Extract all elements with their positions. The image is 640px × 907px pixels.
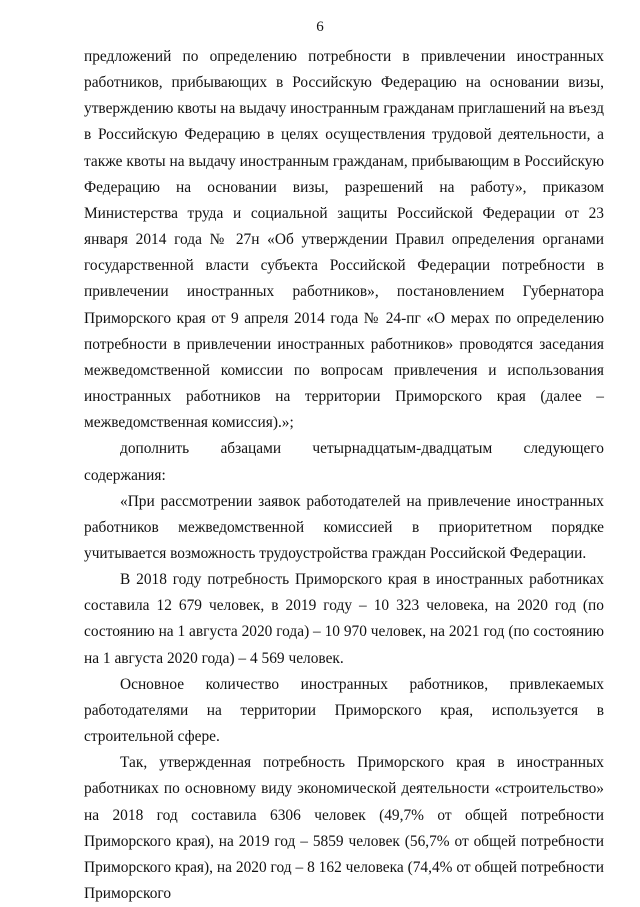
paragraph-construction-sector: Основное количество иностранных работников, привлекаемых работодателями на территории Приморского края, используется в строительной сфере. xyxy=(84,675,604,746)
paragraph-continued-order-text: предложений по определению потребности в привлечении иностранных работников, прибывающих в Российскую Федерацию на основании визы, утверждению квоты на выдачу иностранным гражданам приглашений на въезд в Российскую Федерацию в целях осуществления трудовой деятельности, а также квоты на выдачу иностранным гражданам, прибывающим в Российскую Федерацию на основании визы, разрешений на работу», приказом Министерства труда и социальной защиты Российской Федерации от 23 января 2014 года № 27н «Об утверждении Правил определения органами государственной власти субъекта Российской Федерации потребности в привлечении иностранных работников», постановлением Губернатора Приморского края от 9 апреля 2014 года № 24-пг «О мерах по определению потребности в привлечении иностранных работников» проводятся заседания межведомственной комиссии по вопросам привлечения и использования иностранных работников на территории Приморского края (далее – межведомственная комиссия).»; xyxy=(84,48,605,432)
paragraph-demand-statistics: В 2018 году потребность Приморского края в иностранных работниках составила 12 679 человек, в 2019 году – 10 323 человека, на 2020 год (по состоянию на 1 августа 2020 года) – 10 970 человек, на 2021 год (по состоянию на 1 августа 2020 года) – 4 569 человек. xyxy=(84,571,604,667)
page-number: 6 xyxy=(316,19,324,35)
paragraph-priority-employment: «При рассмотрении заявок работодателей на привлечение иностранных работников межведомственной комиссией в приоритетном порядке учитывается возможность трудоустройства граждан Российской Федерации. xyxy=(84,492,604,562)
document-body xyxy=(84,44,604,907)
paragraph-amendment-instruction: дополнить абзацами четырнадцатым-двадцатым следующего содержания: xyxy=(84,440,604,484)
paragraph-approved-demand: Так, утвержденная потребность Приморского края в иностранных работниках по основному виду экономической деятельности «строительство» на 2018 год составила 6306 человек (49,7% от общей потребности Приморского края), на 2019 год – 5859 человек (56,7% от общей потребности Приморского края), на 2020 год – 8 162 человека (74,4% от общей потребности Приморского xyxy=(84,754,604,902)
